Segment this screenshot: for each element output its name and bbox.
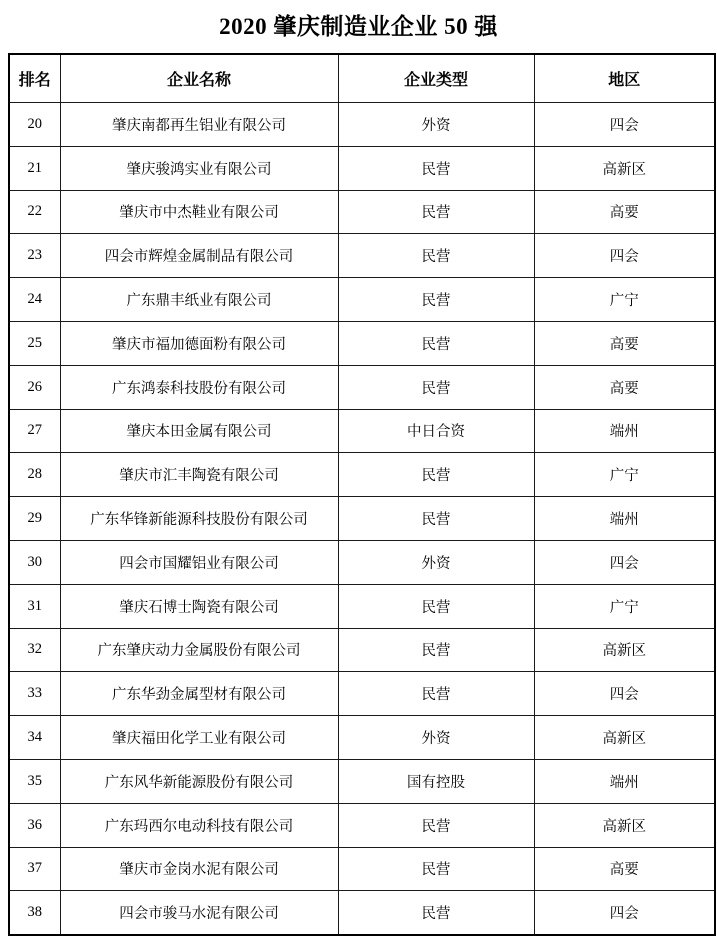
rank-cell: 26	[9, 365, 60, 409]
table-row	[9, 234, 715, 278]
companies-table	[8, 53, 716, 936]
header-region: 地区	[534, 54, 715, 103]
type-cell: 民营	[338, 584, 534, 628]
region-cell: 高要	[534, 847, 715, 891]
header-rank: 排名	[9, 54, 60, 103]
type-cell: 民营	[338, 146, 534, 190]
table-row	[9, 409, 715, 453]
region-cell: 四会	[534, 103, 715, 147]
company-name-cell: 广东鸿泰科技股份有限公司	[60, 365, 338, 409]
company-name-cell: 肇庆市中杰鞋业有限公司	[60, 190, 338, 234]
region-cell: 广宁	[534, 453, 715, 497]
company-name-cell: 肇庆本田金属有限公司	[60, 409, 338, 453]
rank-cell: 25	[9, 321, 60, 365]
region-cell: 端州	[534, 759, 715, 803]
type-cell: 民营	[338, 628, 534, 672]
rank-cell: 33	[9, 672, 60, 716]
company-name-cell: 广东华锋新能源科技股份有限公司	[60, 497, 338, 541]
company-name-cell: 肇庆福田化学工业有限公司	[60, 716, 338, 760]
rank-cell: 24	[9, 278, 60, 322]
table-row	[9, 628, 715, 672]
table-row	[9, 365, 715, 409]
region-cell: 四会	[534, 540, 715, 584]
region-cell: 高新区	[534, 628, 715, 672]
rank-cell: 27	[9, 409, 60, 453]
table-row	[9, 891, 715, 935]
company-name-cell: 肇庆市福加德面粉有限公司	[60, 321, 338, 365]
header-row	[9, 54, 715, 103]
rank-cell: 28	[9, 453, 60, 497]
page-title: 2020 肇庆制造业企业 50 强	[219, 14, 498, 39]
company-name-cell: 广东玛西尔电动科技有限公司	[60, 803, 338, 847]
type-cell: 民营	[338, 891, 534, 935]
table-row	[9, 584, 715, 628]
company-name-cell: 广东肇庆动力金属股份有限公司	[60, 628, 338, 672]
table-row	[9, 759, 715, 803]
company-name-cell: 肇庆骏鸿实业有限公司	[60, 146, 338, 190]
company-name-cell: 四会市国耀铝业有限公司	[60, 540, 338, 584]
type-cell: 民营	[338, 847, 534, 891]
company-name-cell: 广东华劲金属型材有限公司	[60, 672, 338, 716]
rank-cell: 34	[9, 716, 60, 760]
header-type: 企业类型	[338, 54, 534, 103]
type-cell: 民营	[338, 234, 534, 278]
region-cell: 端州	[534, 409, 715, 453]
table-row	[9, 716, 715, 760]
table-row	[9, 672, 715, 716]
type-cell: 民营	[338, 278, 534, 322]
region-cell: 四会	[534, 672, 715, 716]
type-cell: 中日合资	[338, 409, 534, 453]
type-cell: 外资	[338, 540, 534, 584]
rank-cell: 36	[9, 803, 60, 847]
company-name-cell: 广东风华新能源股份有限公司	[60, 759, 338, 803]
table-row	[9, 146, 715, 190]
table-row	[9, 497, 715, 541]
rank-cell: 21	[9, 146, 60, 190]
table-header	[9, 54, 715, 103]
type-cell: 民营	[338, 453, 534, 497]
region-cell: 端州	[534, 497, 715, 541]
company-name-cell: 四会市辉煌金属制品有限公司	[60, 234, 338, 278]
type-cell: 民营	[338, 497, 534, 541]
rank-cell: 29	[9, 497, 60, 541]
table-row	[9, 540, 715, 584]
rank-cell: 35	[9, 759, 60, 803]
region-cell: 高新区	[534, 146, 715, 190]
company-name-cell: 肇庆南都再生铝业有限公司	[60, 103, 338, 147]
company-name-cell: 肇庆石博士陶瓷有限公司	[60, 584, 338, 628]
table-row	[9, 847, 715, 891]
company-name-cell: 肇庆市汇丰陶瓷有限公司	[60, 453, 338, 497]
rank-cell: 20	[9, 103, 60, 147]
rank-cell: 32	[9, 628, 60, 672]
region-cell: 广宁	[534, 584, 715, 628]
rank-cell: 31	[9, 584, 60, 628]
company-name-cell: 肇庆市金岗水泥有限公司	[60, 847, 338, 891]
rank-cell: 38	[9, 891, 60, 935]
table-row	[9, 190, 715, 234]
company-name-cell: 广东鼎丰纸业有限公司	[60, 278, 338, 322]
header-name: 企业名称	[60, 54, 338, 103]
region-cell: 四会	[534, 234, 715, 278]
rank-cell: 23	[9, 234, 60, 278]
table-row	[9, 803, 715, 847]
type-cell: 民营	[338, 321, 534, 365]
type-cell: 国有控股	[338, 759, 534, 803]
type-cell: 民营	[338, 365, 534, 409]
region-cell: 高要	[534, 365, 715, 409]
table-row	[9, 278, 715, 322]
rank-cell: 37	[9, 847, 60, 891]
type-cell: 外资	[338, 716, 534, 760]
table-row	[9, 321, 715, 365]
type-cell: 民营	[338, 672, 534, 716]
region-cell: 高新区	[534, 716, 715, 760]
table-row	[9, 103, 715, 147]
type-cell: 民营	[338, 803, 534, 847]
region-cell: 高要	[534, 321, 715, 365]
table-row	[9, 453, 715, 497]
rank-cell: 22	[9, 190, 60, 234]
type-cell: 民营	[338, 190, 534, 234]
region-cell: 四会	[534, 891, 715, 935]
region-cell: 高新区	[534, 803, 715, 847]
rank-cell: 30	[9, 540, 60, 584]
region-cell: 广宁	[534, 278, 715, 322]
table-body	[9, 103, 715, 936]
company-name-cell: 四会市骏马水泥有限公司	[60, 891, 338, 935]
region-cell: 高要	[534, 190, 715, 234]
type-cell: 外资	[338, 103, 534, 147]
